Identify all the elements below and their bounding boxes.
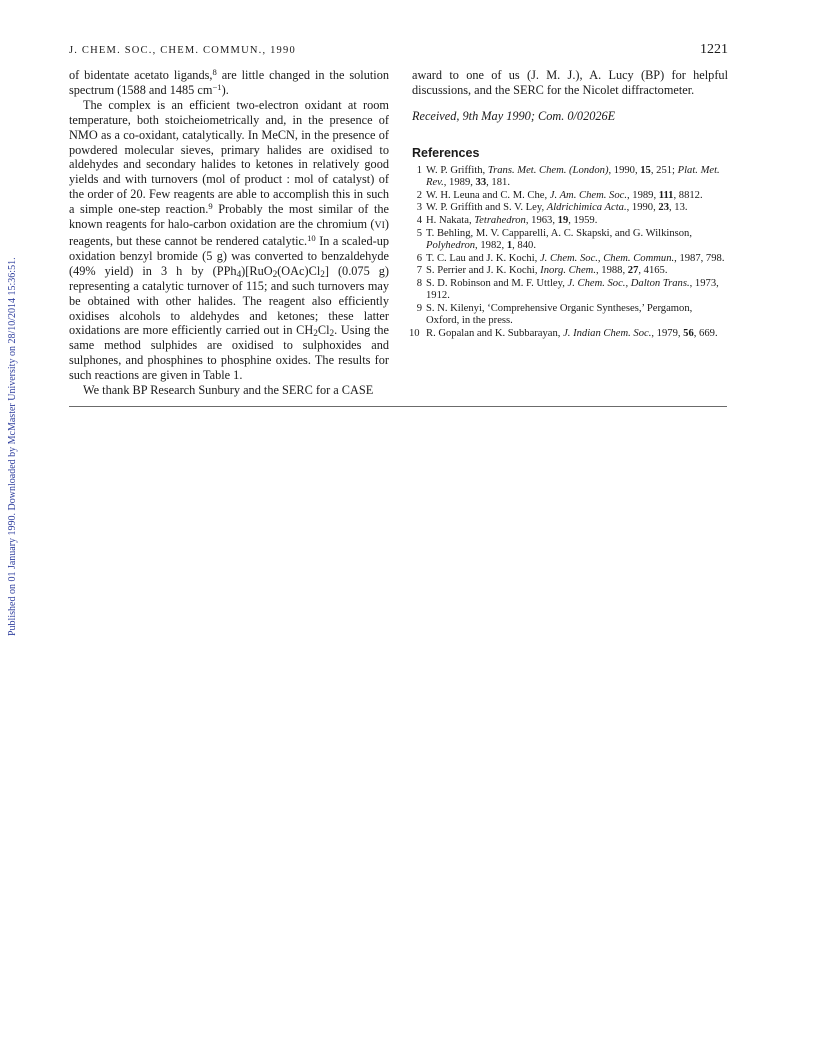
citation-8[interactable]: 8 <box>212 67 217 77</box>
download-watermark[interactable] <box>4 186 18 636</box>
body-paragraph-3: We thank BP Research Sunbury and the SERC for a CASE <box>83 383 374 398</box>
body-paragraph-1: of bidentate acetato ligands,$^8$ are little changed in the solution spectrum (1588 and 1485 $cm^{-1}$). <box>69 67 389 97</box>
reference-item[interactable]: 9 S. N. Kilenyi, ‘Comprehensive Organic Syntheses,’ Pergamon, Oxford, in the press. <box>416 302 693 327</box>
reference-item[interactable]: 7 S. Perrier and J. K. Kochi, Inorg. Chem., 1988, 27, 4165. <box>416 265 668 277</box>
reference-item[interactable]: 8 S. D. Robinson and M. F. Uttley, J. Chem. Soc., Dalton Trans., 1973, 1912. <box>416 277 719 302</box>
download-watermark-text[interactable]: Published on 01 January 1990. Downloaded by McMaster University on 28/10/2014 15:36:51. <box>7 257 18 636</box>
reference-item[interactable]: 5 T. Behling, M. V. Capparelli, A. C. Skapski, and G. Wilkinson, Polyhedron, 1982, 1, 840. <box>416 227 692 251</box>
footer-divider <box>69 406 727 407</box>
acknowledgement: award to one of us (J. M. J.), A. Lucy (BP) for helpful discussions, and the SERC for the Nicolet diffractometer. <box>412 68 728 97</box>
reference-item[interactable]: 6 T. C. Lau and J. K. Kochi, J. Chem. Soc., Chem. Commun., 1987, 798. <box>416 252 725 264</box>
reference-item[interactable]: 3 W. P. Griffith and S. V. Ley, Aldrichimica Acta., 1990, 23, 13. <box>416 202 688 214</box>
citation-10[interactable]: 10 <box>307 232 316 243</box>
body-paragraph-2: The complex is an efficient two-electron oxidant at room temperature, both stoicheiometrically and, in the presence of NMO as a co-oxidant, catalytically. In MeCN, in the presence of powdered molecular sieves, primary halides are oxidised to aldehydes and secondary halides to ketones in relatively good yields and with turnovers (mol of product : mol of catalyst) of the order of 20. Few reagents are able to accomplish this in such a simple one-step reaction.$^9$ Probably the most similar of the known reagents for halo-carbon oxidation are the chromium (VI) reagents, but these cannot be rendered catalytic.$^{10}$ In a scaled-up oxidation benzyl bromide (5 g) was converted to benzaldehyde (49% yield) in 3 h by $(PPh_4)[RuO_2(OAc)Cl_2]$ (0.075 g) representing a catalytic turnover of 115; and such turnovers may be obtained with other halides. The reagent also efficiently oxidises alcohols to aldehydes and ketones; these latter oxidations are more efficiently carried out in $CH_2Cl_2$. Using the same method sulphides are oxidised to sulphoxides and sulphones, and phosphines to phosphine oxides. The results for such reactions are given in Table 1. <box>69 97 390 383</box>
page-number: 1221 <box>700 42 728 57</box>
right-column <box>409 68 728 340</box>
running-header: J. CHEM. SOC., CHEM. COMMUN., 1990 <box>69 45 296 56</box>
reference-item[interactable]: 1 W. P. Griffith, Trans. Met. Chem. (London), 1990, 15, 251; Plat. Met. Rev., 1989, 33, 181. <box>416 164 720 188</box>
references-heading: References <box>412 145 480 160</box>
received-date: Received, 9th May 1990; Com. 0/02026E <box>412 108 616 123</box>
reference-item[interactable]: 10 R. Gopalan and K. Subbarayan, J. Indian Chem. Soc., 1979, 56, 669. <box>409 327 718 339</box>
reference-item[interactable]: 2 W. H. Leuna and C. M. Che, J. Am. Chem. Soc., 1989, 111, 8812. <box>416 189 703 201</box>
reference-list <box>409 164 728 340</box>
citation-9[interactable]: 9 <box>208 201 213 212</box>
left-column <box>69 68 389 398</box>
reference-item[interactable]: 4 H. Nakata, Tetrahedron, 1963, 19, 1959. <box>416 214 598 226</box>
